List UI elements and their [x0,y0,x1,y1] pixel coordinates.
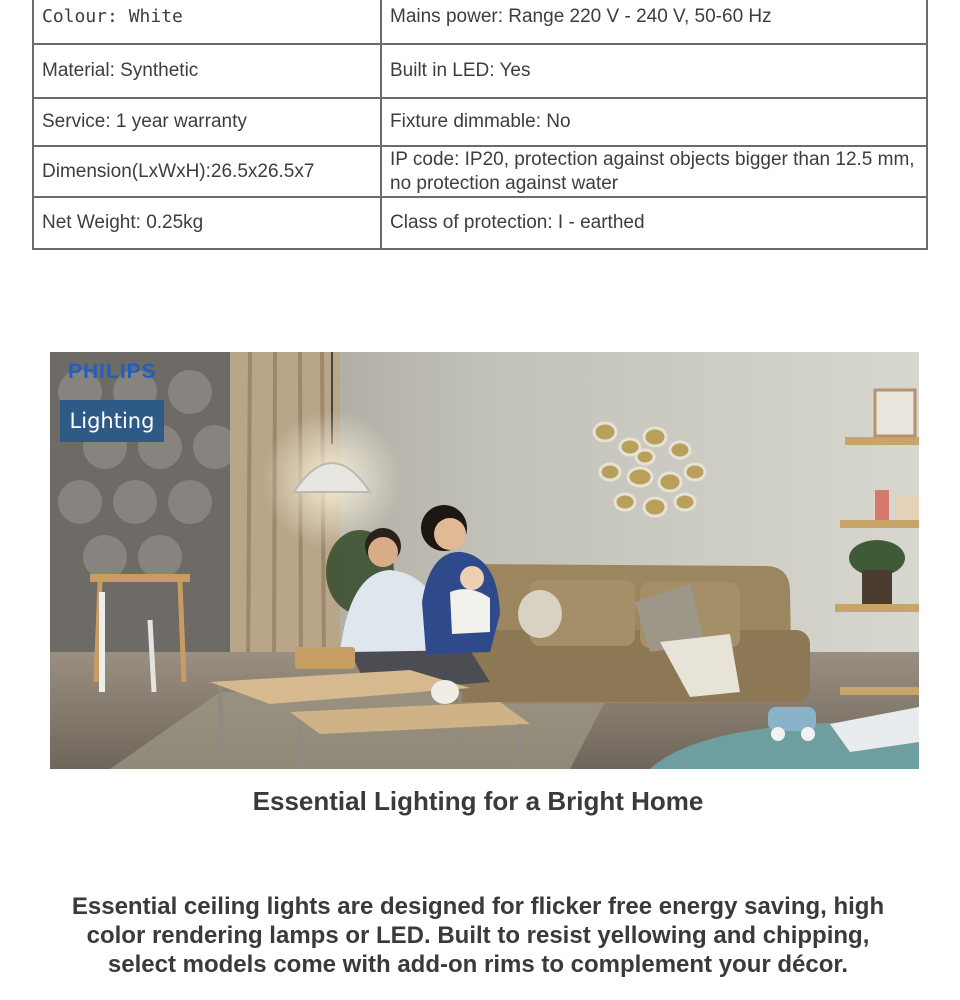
spec-service: Service: 1 year warranty [33,98,381,146]
spec-built-in-led: Built in LED: Yes [381,44,927,98]
page-title: Essential Lighting for a Bright Home [252,786,704,816]
table-row [33,197,927,249]
spec-table [32,0,928,250]
table-row [33,0,927,44]
living-room-banner-image [50,352,919,769]
living-room-illustration [50,352,919,769]
product-description: Essential ceiling lights are designed for flicker free energy saving, high color rendering lamps or LED. Built to resist yellowing and chipping, select models come with add-on rims to complement your décor. [71,893,885,978]
philips-logo: PHILIPS [68,360,157,383]
table-row [33,146,927,197]
spec-colour: Colour: White [33,0,381,44]
spec-net-weight: Net Weight: 0.25kg [33,197,381,249]
spec-dimmable: Fixture dimmable: No [381,98,927,146]
table-row [33,98,927,146]
spec-ip-code: IP code: IP20, protection against objects bigger than 12.5 mm, no protection against water [381,146,927,197]
lighting-badge: Lighting [60,400,164,442]
spec-material: Material: Synthetic [33,44,381,98]
spec-dimension: Dimension(LxWxH):26.5x26.5x7 [33,146,381,197]
table-row [33,44,927,98]
spec-class-of-protection: Class of protection: I - earthed [381,197,927,249]
spec-mains-power: Mains power: Range 220 V - 240 V, 50-60 Hz [381,0,927,44]
